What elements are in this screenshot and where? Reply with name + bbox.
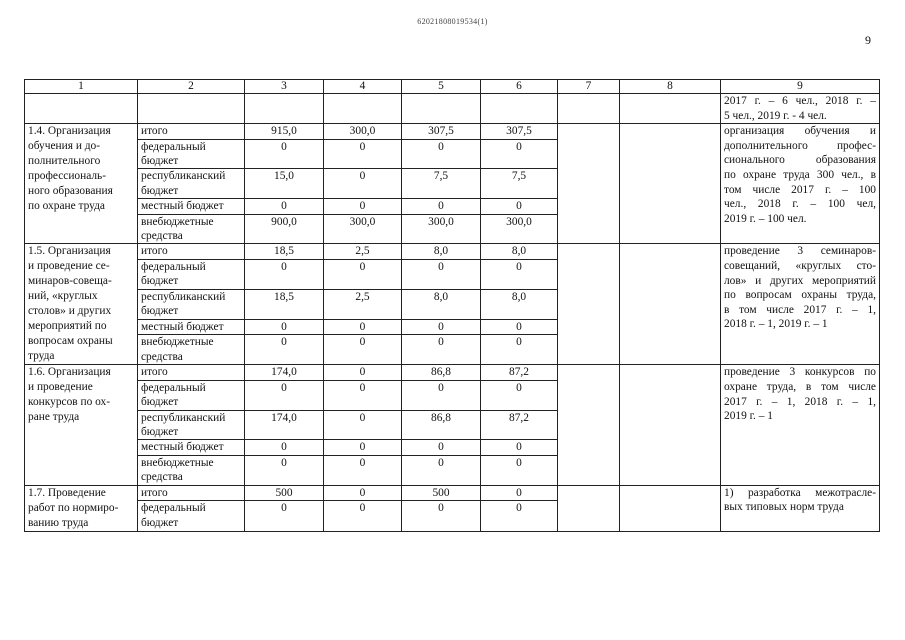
table-row <box>25 124 880 139</box>
funding-source-line: местный бюджет <box>141 200 224 213</box>
funding-source-line: федеральный <box>141 381 206 394</box>
amount-cell-v4: 0 <box>324 259 402 289</box>
amount-cell-v5: 307,5 <box>402 124 481 139</box>
funding-source-cell <box>138 214 245 244</box>
funding-source-cell <box>138 244 245 260</box>
table-cell <box>558 94 620 124</box>
measure-name-line: и проведение <box>28 381 93 394</box>
amount-cell-v6: 0 <box>481 380 558 410</box>
funding-source-line: внебюджетные <box>141 456 214 469</box>
amount-cell-v6: 0 <box>481 440 558 455</box>
measure-name-cell <box>25 244 138 365</box>
amount-cell-v5: 8,0 <box>402 289 481 319</box>
amount-cell-v5: 0 <box>402 139 481 169</box>
funding-source-cell <box>138 410 245 440</box>
funding-source-line: местный бюджет <box>141 320 224 333</box>
program-table <box>24 79 880 532</box>
table-cell <box>620 94 721 124</box>
amount-cell-v4: 0 <box>324 319 402 335</box>
measure-name-line: по охране труда <box>28 200 105 213</box>
funding-source-line: бюджет <box>141 184 179 197</box>
header-cell: 6 <box>481 80 558 94</box>
funding-source-line: средства <box>141 230 183 243</box>
result-cell <box>721 124 880 244</box>
measure-name-cell <box>25 365 138 485</box>
funding-source-line: федеральный <box>141 502 206 515</box>
measure-name-line: конкурсов по ох- <box>28 396 111 409</box>
result-line: совещаний, «круглых сто- <box>724 260 876 273</box>
funding-source-line: бюджет <box>141 426 179 439</box>
header-row <box>25 80 880 94</box>
measure-name-line: минаров-совеща- <box>28 275 112 288</box>
funding-source-cell <box>138 440 245 455</box>
measure-name-line: 1.5. Организация <box>28 245 111 258</box>
funding-source-cell <box>138 365 245 380</box>
result-line: 2017 г. – 6 чел., 2018 г. – <box>724 95 876 107</box>
result-line: по вопросам охраны труда, <box>724 289 876 302</box>
table-cell <box>138 94 245 124</box>
amount-cell-v4: 0 <box>324 501 402 531</box>
amount-cell-v6: 0 <box>481 259 558 289</box>
funding-source-line: федеральный <box>141 140 206 153</box>
amount-cell-v4: 0 <box>324 410 402 440</box>
result-line: том числе 2017 г. – 100 <box>724 183 876 196</box>
result-cell <box>721 94 880 124</box>
funding-source-cell <box>138 124 245 139</box>
header-cell: 2 <box>138 80 245 94</box>
document-id: 62021808019534(1) <box>417 17 488 26</box>
result-cell <box>721 365 880 485</box>
funding-source-line: республиканский <box>141 170 226 183</box>
empty-cell-col7 <box>558 485 620 531</box>
measure-name-line: 1.7. Проведение <box>28 486 106 499</box>
measure-name-line: 1.4. Организация <box>28 125 111 138</box>
result-line: организация обучения и <box>724 125 876 138</box>
amount-cell-v5: 300,0 <box>402 214 481 244</box>
result-line: 2017 г. – 1, 2018 г. – 1, <box>724 395 876 408</box>
funding-source-cell <box>138 199 245 214</box>
measure-name-line: полнительного <box>28 155 101 168</box>
amount-cell-v4: 2,5 <box>324 289 402 319</box>
amount-cell-v6: 300,0 <box>481 214 558 244</box>
measure-name-cell <box>25 124 138 244</box>
amount-cell-v6: 0 <box>481 199 558 214</box>
measure-name-cell <box>25 485 138 531</box>
header-cell: 3 <box>245 80 324 94</box>
empty-cell-col7 <box>558 244 620 365</box>
amount-cell-v5: 500 <box>402 485 481 501</box>
amount-cell-v5: 8,0 <box>402 244 481 260</box>
funding-source-line: итого <box>141 245 168 258</box>
funding-source-line: средства <box>141 350 183 363</box>
table-cell <box>402 94 481 124</box>
table-row <box>25 365 880 380</box>
amount-cell-v5: 0 <box>402 199 481 214</box>
amount-cell-v3: 0 <box>245 380 324 410</box>
amount-cell-v4: 0 <box>324 365 402 380</box>
table-cell <box>481 94 558 124</box>
funding-source-cell <box>138 139 245 169</box>
amount-cell-v6: 87,2 <box>481 365 558 380</box>
result-line: лов» и других мероприятий <box>724 274 876 287</box>
measure-name-line: труда <box>28 350 55 363</box>
funding-source-line: средства <box>141 471 183 484</box>
amount-cell-v5: 0 <box>402 440 481 455</box>
measure-name-line: столов» и других <box>28 305 112 318</box>
funding-source-cell <box>138 485 245 501</box>
amount-cell-v4: 300,0 <box>324 124 402 139</box>
carryover-row <box>25 94 880 124</box>
amount-cell-v5: 0 <box>402 455 481 485</box>
funding-source-line: итого <box>141 366 168 379</box>
funding-source-line: бюджет <box>141 516 179 529</box>
amount-cell-v6: 7,5 <box>481 169 558 199</box>
amount-cell-v3: 0 <box>245 501 324 531</box>
measure-name-line: ране труда <box>28 411 80 424</box>
amount-cell-v6: 307,5 <box>481 124 558 139</box>
amount-cell-v6: 0 <box>481 139 558 169</box>
funding-source-line: бюджет <box>141 155 179 167</box>
funding-source-line: итого <box>141 125 168 138</box>
amount-cell-v3: 900,0 <box>245 214 324 244</box>
funding-source-cell <box>138 501 245 531</box>
funding-source-line: республиканский <box>141 411 226 424</box>
amount-cell-v4: 0 <box>324 440 402 455</box>
amount-cell-v5: 86,8 <box>402 410 481 440</box>
funding-source-line: внебюджетные <box>141 215 214 228</box>
result-cell <box>721 244 880 365</box>
amount-cell-v4: 0 <box>324 199 402 214</box>
amount-cell-v3: 18,5 <box>245 289 324 319</box>
amount-cell-v3: 0 <box>245 440 324 455</box>
amount-cell-v4: 0 <box>324 380 402 410</box>
table-row <box>25 485 880 501</box>
amount-cell-v6: 8,0 <box>481 289 558 319</box>
amount-cell-v5: 0 <box>402 335 481 365</box>
amount-cell-v6: 0 <box>481 335 558 365</box>
amount-cell-v5: 7,5 <box>402 169 481 199</box>
amount-cell-v4: 2,5 <box>324 244 402 260</box>
header-cell: 5 <box>402 80 481 94</box>
result-line: сионального образования <box>724 154 876 167</box>
amount-cell-v3: 18,5 <box>245 244 324 260</box>
empty-cell-col8 <box>620 124 721 244</box>
amount-cell-v4: 300,0 <box>324 214 402 244</box>
measure-name-line: 1.6. Организация <box>28 366 111 379</box>
empty-cell-col8 <box>620 365 721 485</box>
empty-cell-col8 <box>620 244 721 365</box>
measure-name-line: обучения и до- <box>28 140 101 153</box>
measure-name-line: работ по нормиро- <box>28 501 119 514</box>
result-line: чел., 2018 г. – 100 чел, <box>724 198 876 211</box>
amount-cell-v3: 0 <box>245 139 324 169</box>
table-row <box>25 244 880 260</box>
header-cell: 8 <box>620 80 721 94</box>
amount-cell-v6: 0 <box>481 319 558 335</box>
funding-source-line: бюджет <box>141 305 179 318</box>
funding-source-line: республиканский <box>141 290 226 303</box>
amount-cell-v5: 86,8 <box>402 365 481 380</box>
table-cell <box>25 94 138 124</box>
result-line: 5 чел., 2019 г. - 4 чел. <box>724 109 827 122</box>
funding-source-cell <box>138 455 245 485</box>
amount-cell-v3: 500 <box>245 485 324 501</box>
amount-cell-v3: 174,0 <box>245 410 324 440</box>
amount-cell-v3: 0 <box>245 259 324 289</box>
funding-source-line: бюджет <box>141 275 179 288</box>
amount-cell-v6: 87,2 <box>481 410 558 440</box>
funding-source-line: федеральный <box>141 260 206 273</box>
amount-cell-v6: 0 <box>481 455 558 485</box>
funding-source-cell <box>138 169 245 199</box>
result-line: 1) разработка межотрасле- <box>724 486 876 499</box>
amount-cell-v4: 0 <box>324 485 402 501</box>
amount-cell-v3: 0 <box>245 199 324 214</box>
amount-cell-v3: 0 <box>245 335 324 365</box>
result-line: 2019 г. – 100 чел. <box>724 212 807 225</box>
measure-name-line: ного образования <box>28 185 113 198</box>
result-line: 2019 г. – 1 <box>724 410 773 423</box>
amount-cell-v3: 0 <box>245 319 324 335</box>
funding-source-cell <box>138 289 245 319</box>
header-cell: 9 <box>721 80 880 94</box>
result-line: проведение 3 семинаров- <box>724 245 876 258</box>
amount-cell-v5: 0 <box>402 501 481 531</box>
measure-name-line: профессиональ- <box>28 170 107 183</box>
page-number: 9 <box>865 33 871 47</box>
measure-name-line: ний, «круглых <box>28 290 98 303</box>
amount-cell-v5: 0 <box>402 380 481 410</box>
measure-name-line: ванию труда <box>28 516 89 529</box>
result-line: охране труда, в том числе <box>724 381 876 394</box>
table-cell <box>245 94 324 124</box>
measure-name-line: вопросам охраны <box>28 335 113 348</box>
result-line: по охране труда 300 чел., в <box>724 168 876 181</box>
amount-cell-v4: 0 <box>324 335 402 365</box>
header-cell: 7 <box>558 80 620 94</box>
amount-cell-v4: 0 <box>324 455 402 485</box>
result-line: в том числе 2017 г. – 1, <box>724 303 876 316</box>
table-cell <box>324 94 402 124</box>
funding-source-line: итого <box>141 486 168 499</box>
amount-cell-v6: 0 <box>481 485 558 501</box>
measure-name-line: и проведение се- <box>28 260 110 273</box>
amount-cell-v3: 174,0 <box>245 365 324 380</box>
amount-cell-v3: 0 <box>245 455 324 485</box>
result-line: дополнительного профес- <box>724 139 876 152</box>
empty-cell-col7 <box>558 124 620 244</box>
amount-cell-v3: 915,0 <box>245 124 324 139</box>
amount-cell-v5: 0 <box>402 259 481 289</box>
funding-source-cell <box>138 380 245 410</box>
result-line: вых типовых норм труда <box>724 501 844 514</box>
amount-cell-v5: 0 <box>402 319 481 335</box>
result-line: 2018 г. – 1, 2019 г. – 1 <box>724 318 828 331</box>
empty-cell-col7 <box>558 365 620 485</box>
funding-source-line: бюджет <box>141 396 179 409</box>
amount-cell-v4: 0 <box>324 169 402 199</box>
amount-cell-v6: 0 <box>481 501 558 531</box>
header-cell: 4 <box>324 80 402 94</box>
amount-cell-v3: 15,0 <box>245 169 324 199</box>
funding-source-line: внебюджетные <box>141 336 214 349</box>
funding-source-line: местный бюджет <box>141 441 224 454</box>
measure-name-line: мероприятий по <box>28 320 107 333</box>
funding-source-cell <box>138 319 245 335</box>
amount-cell-v6: 8,0 <box>481 244 558 260</box>
header-cell: 1 <box>25 80 138 94</box>
empty-cell-col8 <box>620 485 721 531</box>
amount-cell-v4: 0 <box>324 139 402 169</box>
result-line: проведение 3 конкурсов по <box>724 366 876 379</box>
result-cell <box>721 485 880 531</box>
funding-source-cell <box>138 335 245 365</box>
funding-source-cell <box>138 259 245 289</box>
